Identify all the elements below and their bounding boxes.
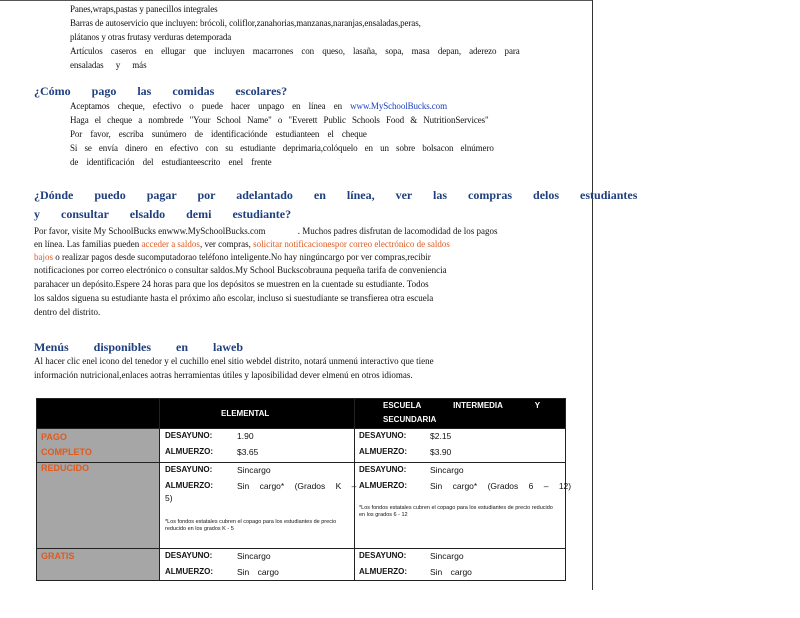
paragraph-line: los saldos siguena su estudiante hasta el próximo año escolar, incluso si suestudiante se transfierea otra escuela <box>34 293 434 303</box>
paragraph-line: parahacer un depósito.Espere 24 horas para que los depósitos se muestren en la cuentade su estudiante. Todos <box>34 279 429 289</box>
row-divider <box>37 548 565 549</box>
myschoolbucks-link[interactable]: www.MySchoolBucks.com <box>350 101 447 111</box>
middle-reduced-lunch-price: Sin cargo* (Grados 6 – 12) <box>430 481 572 491</box>
elemental-free-lunch-price: Sin cargo <box>237 567 279 577</box>
paragraph-line: bajos o realizar pagos desde sucomputadorao teléfono inteligente.No hay ningúncargo por ver compras,recibir <box>34 252 431 262</box>
lunch-label: ALMUERZO: <box>165 567 213 576</box>
section-heading-online-cont: y consultar elsaldo demi estudiante? <box>34 207 292 221</box>
paragraph-line: dentro del distrito. <box>34 307 101 317</box>
page-edge <box>592 0 593 590</box>
header-elemental: ELEMENTAL <box>221 409 270 418</box>
top-rule <box>0 0 592 1</box>
access-balances-link[interactable]: acceder a saldos <box>141 239 200 249</box>
middle-footnote: *Los fondos estatales cubren el copago para los estudiantes de precio reducido en los grados 6 - 12 <box>359 505 553 518</box>
breakfast-label: DESAYUNO: <box>359 431 407 440</box>
elemental-full-breakfast-price: 1.90 <box>237 431 254 441</box>
section-heading-menus: Menús disponibles en laweb <box>34 340 244 354</box>
middle-free-breakfast-price: Sincargo <box>430 551 464 561</box>
request-notifications-link[interactable]: solicitar notificacionespor correo electrónico de saldos <box>253 239 450 249</box>
list-item: Artículos caseros en ellugar que incluyen macarrones con queso, lasaña, sopa, masa depan, aderezo para <box>70 46 520 56</box>
middle-reduced-breakfast-price: Sincargo <box>430 465 464 475</box>
lunch-label: ALMUERZO: <box>359 447 407 456</box>
breakfast-label: DESAYUNO: <box>165 551 213 560</box>
lunch-label: ALMUERZO: <box>165 481 213 490</box>
lunch-label: ALMUERZO: <box>359 481 407 490</box>
elemental-footnote: *Los fondos estatales cubren el copago para los estudiantes de precio reducido en los grados K - 5 <box>165 519 337 532</box>
header-middle-high-cont: SECUNDARIA <box>383 415 437 424</box>
section-heading-pay: ¿Cómo pago las comidas escolares? <box>34 84 288 98</box>
elemental-reduced-breakfast-price: Sincargo <box>237 465 271 475</box>
elemental-free-breakfast-price: Sincargo <box>237 551 271 561</box>
list-item-continuation: plátanos y otras frutasy verduras detemporada <box>70 32 232 42</box>
breakfast-label: DESAYUNO: <box>165 431 213 440</box>
lunch-label: ALMUERZO: <box>165 447 213 456</box>
column-divider <box>159 399 160 580</box>
section-heading-online: ¿Dónde puedo pagar por adelantado en línea, ver las compras delos estudiantes <box>34 188 638 202</box>
paragraph-line: Por favor, visite My SchoolBucks enwww.MySchoolBucks.com . Muchos padres disfrutan de lacomodidad de los pagos <box>34 226 498 236</box>
paragraph-line: notificaciones por correo electrónico o consultar saldos.My School Buckscobrauna pequeña tarifa de conveniencia <box>34 265 447 275</box>
list-item-continuation: ensaladas y más <box>70 60 147 70</box>
row-divider <box>37 428 565 429</box>
paragraph-line: Al hacer clic enel icono del tenedor y el cuchillo enel sitio webdel distrito, notará unmenú interactivo que tiene <box>34 356 434 366</box>
breakfast-label: DESAYUNO: <box>165 465 213 474</box>
middle-full-breakfast-price: $2.15 <box>430 431 452 441</box>
category-label: GRATIS <box>41 551 75 561</box>
elemental-full-lunch-price: $3.65 <box>237 447 259 457</box>
elemental-reduced-lunch-price: Sin cargo* (Grados K – <box>237 481 357 491</box>
list-item-continuation: de identificación del estudianteescrito enel frente <box>70 157 272 167</box>
breakfast-label: DESAYUNO: <box>359 465 407 474</box>
header-middle-high: ESCUELA INTERMEDIA Y <box>383 401 541 410</box>
list-item: Panes,wraps,pastas y panecillos integrales <box>70 4 218 14</box>
category-label: COMPLETO <box>41 447 92 457</box>
lunch-label: ALMUERZO: <box>359 567 407 576</box>
list-item: Barras de autoservicio que incluyen: brócoli, coliflor,zanahorias,manzanas,naranjas,ensaladas,peras, <box>70 18 421 28</box>
paragraph-line: en línea. Las familias pueden acceder a saldos, ver compras, solicitar notificacionespor correo electrónico de saldos <box>34 239 450 249</box>
middle-full-lunch-price: $3.90 <box>430 447 452 457</box>
breakfast-label: DESAYUNO: <box>359 551 407 560</box>
row-divider <box>37 462 565 463</box>
price-table <box>36 398 572 581</box>
middle-free-lunch-price: Sin cargo <box>430 567 472 577</box>
elemental-reduced-lunch-price-cont: 5) <box>165 493 173 503</box>
category-label: PAGO <box>41 432 67 442</box>
category-label: REDUCIDO <box>41 463 90 473</box>
paragraph-line: información nutricional,enlaces aotras herramientas útiles y laposibilidad dever elmenú en otros idiomas. <box>34 370 413 380</box>
low-balance-link[interactable]: bajos <box>34 252 53 262</box>
